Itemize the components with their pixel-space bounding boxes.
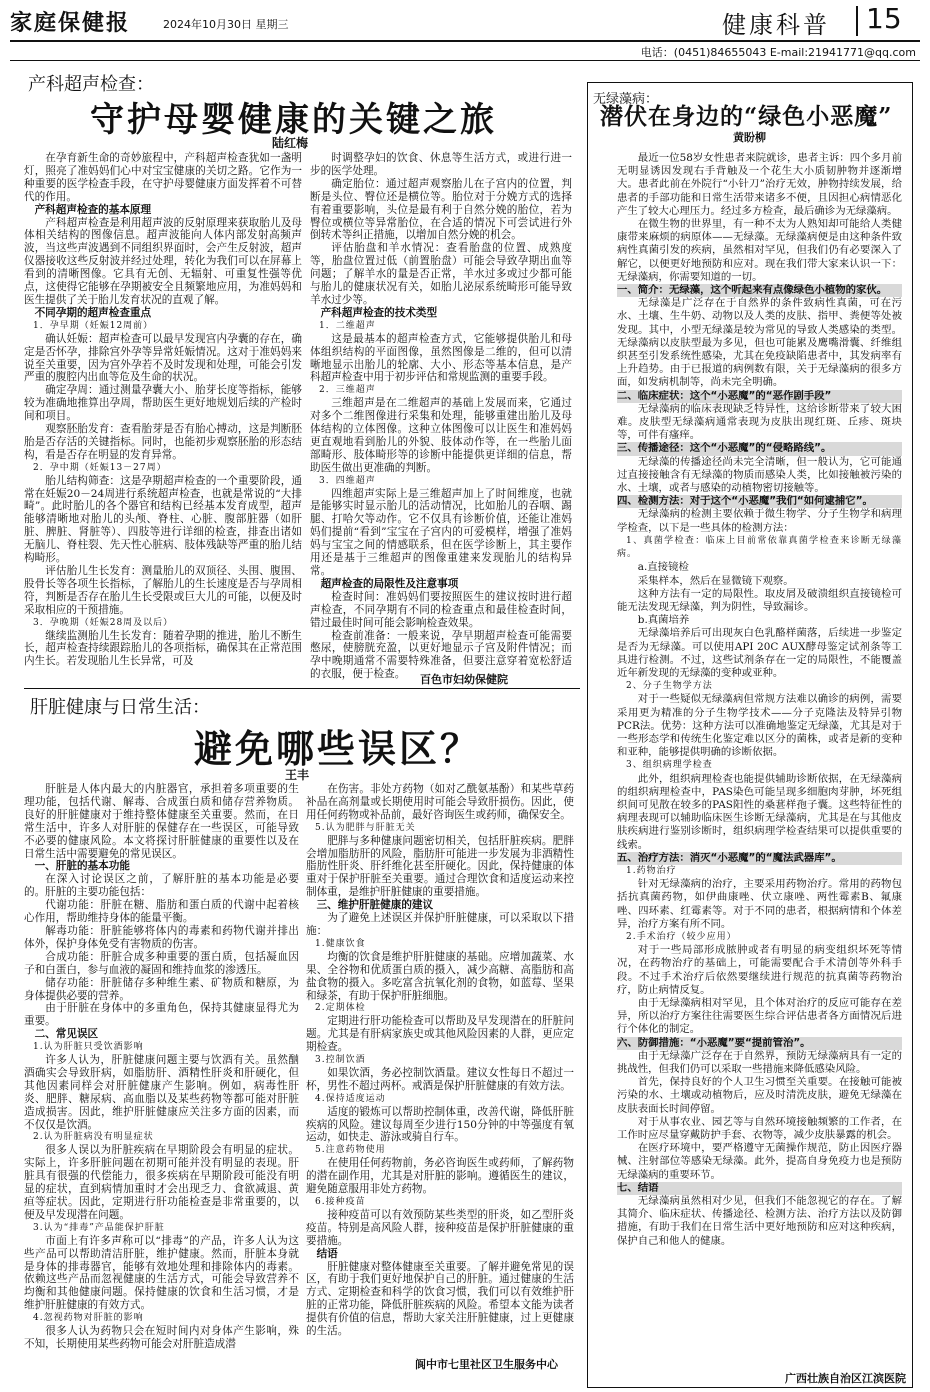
sub-heading: 3．四维超声 [319, 475, 376, 486]
article1-source: 百色市妇幼保健院 [420, 673, 508, 686]
article-separator [24, 688, 580, 689]
paragraph: 产科超声检查是利用超声波的反射原理来获取胎儿及母体相关结构的图像信息。超声波能向人体内部发射高频声波，当这些声波遇到不同组织界面时，会产生反射波，超声仪器接收这些反射波并经过处理，转化为我们可以在屏幕上看到的清晰图像。它具有无创、无辐射、可重复性强等优点，这使得它能够在孕期被安全且频繁地应用，为准妈妈和医生提供了关于胎儿发育状况的直观了解。 [24, 216, 302, 306]
sub-heading: 1．孕早期（妊娠12周前） [33, 320, 154, 331]
sub-heading: 2.手术治疗（较少应用） [626, 931, 737, 942]
article2-title: 避免哪些误区？ [194, 726, 482, 771]
paragraph: 在伤害。非处方药物（如对乙酰氨基酚）和某些草药补品在高剂量或长期使用时可能会导致肝损伤。因此，使用任何药物或补品前，最好咨询医生或药师，确保安全。 [306, 783, 574, 821]
section-heading: 结语 [316, 1247, 338, 1260]
article2-kicker: 肝脏健康与日常生活： [30, 697, 210, 718]
paragraph: 合成功能：肝脏合成多种重要的蛋白质，包括凝血因子和白蛋白，参与血液的凝固和维持血浆的渗透压。 [24, 950, 299, 976]
paragraph: 最近一位58岁女性患者来院就诊，患者主诉：四个多月前无明显诱因发现右手背触及一个花生大小质韧肿物并逐渐增大。患者此前在外院行“小针刀”治疗无效，肿物持续发展，给患者的手部功能和日常生活带来诸多不便，且因担心病情恶化产生了较大心理压力。经过多方检查，最后确诊为无绿藻病。 [617, 152, 902, 217]
paragraph: 无绿藻病的临床表现缺乏特异性，这给诊断带来了较大困难。皮肤型无绿藻病通常表现为皮肤出现红斑、丘疹、斑块等，可伴有瘙痒。 [617, 402, 902, 442]
article1-author: 陆红梅 [272, 136, 309, 150]
article3-kicker: 无绿藻病： [593, 92, 659, 107]
section-heading: 一、肝脏的基本功能 [34, 860, 130, 873]
section-heading: 不同孕期的超声检查重点 [34, 306, 152, 319]
sub-heading: 2.定期体检 [315, 1003, 366, 1014]
sub-heading: 2、分子生物学方法 [626, 681, 713, 692]
article3-author: 黄盼柳 [733, 131, 766, 144]
article2-source: 阆中市七里社区卫生服务中心 [415, 1358, 558, 1371]
paragraph: 这是最基本的超声检查方式，它能够提供胎儿和母体组织结构的平面图像，虽然图像是二维的，但可以清晰地显示出胎儿的轮廓、大小、形态等基本信息，是产科超声检查中用于初步评估和常规监测的重要手段。 [310, 332, 572, 384]
masthead-rule [10, 40, 920, 42]
sub-heading: 3、组织病理学检查 [626, 760, 713, 771]
section-heading: 四、检测方法：对于这个“小恶魔”我们“如何逮捕它”。 [617, 495, 902, 508]
article3-body [617, 152, 902, 1364]
paragraph: 观察胚胎发育：查看胎芽是否有胎心搏动，这是判断胚胎是否存活的关键指标。同时，也能初步观察胚胎的形态结构，看是否存在明显的发育异常。 [24, 423, 302, 461]
paragraph: b.真菌培养 [637, 614, 690, 627]
sub-heading: 5.注意药物使用 [315, 1145, 386, 1156]
paragraph: 评估胎儿生长发育：测量胎儿的双顶径、头围、腹围、股骨长等各项生长指标，了解胎儿的生长速度是否与孕周相符，判断是否存在胎儿生长受限或巨大儿的可能，以便及时采取相应的干预措施。 [24, 565, 302, 616]
section-heading: 五、治疗方法：消灭“小恶魔”的“魔法武器库”。 [617, 852, 902, 865]
article2-column-2 [306, 783, 574, 1353]
section-heading: 产科超声检查的基本原理 [34, 203, 152, 216]
sub-heading: 3．孕晚期（妊娠28周及以后） [33, 617, 174, 628]
section-heading: 七、结语 [617, 1182, 902, 1195]
paragraph: 储存功能：肝脏储存多种维生素、矿物质和糖原，为身体提供必要的营养。 [24, 976, 299, 1002]
sub-heading: 4.忽视药物对肝脏的影响 [33, 1313, 144, 1324]
paragraph: 确定胎位：通过超声观察胎儿在子宫内的位置，判断是头位、臀位还是横位等。胎位对于分娩方式的选择有着重要影响，头位是最有利于自然分娩的胎位，若为臀位或横位等异常胎位，在合适的情况下可尝试进行外倒转术等纠正措施，以增加自然分娩的机会。 [310, 177, 572, 242]
article3-title: 潜伏在身边的“绿色小恶魔” [600, 103, 893, 130]
paragraph: 由于肝脏在身体中的多重角色，保持其健康显得尤为重要。 [24, 1002, 299, 1028]
article1-title: 守护母婴健康的关键之旅 [90, 100, 497, 140]
paragraph: 检查时间：准妈妈们要按照医生的建议按时进行超声检查，不同孕期有不同的检查重点和最佳检查时间，错过最佳时间可能会影响检查效果。 [310, 590, 572, 629]
sub-heading: 6.接种疫苗 [315, 1197, 366, 1207]
sub-heading: 1.药物治疗 [626, 865, 677, 876]
paragraph: 解毒功能：肝脏能够将体内的毒素和药物代谢并排出体外，保护身体免受有害物质的伤害。 [24, 924, 299, 950]
section-heading: 一、简介：无绿藻，这个听起来有点像绿色小植物的家伙。 [617, 284, 902, 297]
sub-heading: 1、真菌学检查：临床上目前常依靠真菌学检查来诊断无绿藻病。 [617, 535, 902, 560]
section-heading: 三、维护肝脏健康的建议 [316, 899, 434, 912]
paragraph: 定期进行肝功能检查可以帮助及早发现潜在的肝脏问题。尤其是有肝病家族史或其他风险因素的人群，更应定期检查。 [306, 1015, 574, 1054]
paragraph: 首先，保持良好的个人卫生习惯至关重要。在接触可能被污染的水、土壤或动植物后，应及时清洗皮肤，避免无绿藻在皮肤表面长时间停留。 [617, 1076, 902, 1115]
paragraph: 代谢功能：肝脏在糖、脂肪和蛋白质的代谢中起着核心作用，帮助维持身体的能量平衡。 [24, 899, 299, 925]
sub-heading: 1.健康饮食 [315, 938, 366, 949]
paragraph: 肝脏健康对整体健康至关重要。了解并避免常见的误区，有助于我们更好地保护自己的肝脏。通过健康的生活方式、定期检查和科学的饮食习惯，我们可以有效维护肝脏的正常功能，降低肝脏疾病的风险。希望本文能为读者提供有价值的信息，帮助大家关注肝脏健康，过上更健康的生活。 [306, 1260, 574, 1338]
paragraph: 针对无绿藻病的治疗，主要采用药物治疗。常用的药物包括抗真菌药物，如伊曲康唑、伏立康唑、两性霉素B、氟康唑、四环素、红霉素等。对于不同的患者，根据病情和个体差异，治疗方案有所不同。 [617, 878, 902, 930]
paragraph: 由于无绿藻广泛存在于自然界，预防无绿藻病具有一定的挑战性，但我们仍可以采取一些措施来降低感染风险。 [617, 1049, 902, 1076]
section-name: 健康科普 [722, 11, 830, 39]
section-heading: 六、防御措施：“小恶魔”要“提前管治”。 [617, 1037, 902, 1050]
paragraph: 无绿藻是广泛存在于自然界的条件致病性真菌，可在污水、土壤、生牛奶、动物以及人类的皮肤、指甲、粪便等处被发现。其中，小型无绿藻是较为常见的导致人类感染的类型。无绿藻病以皮肤型最为多见，但也可能累及鹰嘴滑囊、纤维组织甚至引发系统性感染，尤其在免疫缺陷患者中，其发病率有上升趋势。由于已报道的病例数有限，关于无绿藻病的很多方面，如发病机制等，尚未完全明确。 [617, 297, 902, 389]
paragraph: 无绿藻病的检测主要依赖于微生物学、分子生物学和病理学检查，以下是一些具体的检测方法： [617, 508, 902, 534]
paragraph: 在孕育新生命的奇妙旅程中，产科超声检查犹如一盏明灯，照亮了准妈妈们心中对宝宝健康的关切之路。它作为一种重要的医学检查手段，在守护母婴健康方面发挥着不可替代的作用。 [24, 152, 302, 203]
paragraph: 四维超声实际上是三维超声加上了时间维度，也就是能够实时显示胎儿的活动情况，比如胎儿的吞咽、踢腿、打哈欠等动作。它不仅具有诊断价值，还能让准妈妈们提前“看到”宝宝在子宫内的可爱模样，增强了准妈妈与宝宝之间的情感联系，但在医学诊断上，其主要作用还是基于三维超声的图像重建来发现胎儿的结构异常。 [310, 487, 572, 577]
paragraph: 确认妊娠：超声检查可以最早发现宫内孕囊的存在，确定是否怀孕，排除宫外孕等异常妊娠情况。这对于准妈妈来说至关重要，因为宫外孕若不及时发现和处理，可能会引发严重的腹腔内出血等危及生命的状况。 [24, 332, 302, 384]
sub-heading: 2．孕中期（妊娠13－27周） [33, 462, 167, 473]
paragraph: 很多人误以为肝脏疾病在早期阶段会有明显的症状。实际上，许多肝脏问题在初期可能并没有明显的表现。肝脏具有很强的代偿能力，很多疾病在早期阶段可能没有明显的症状，直到病情加重时才会出现乏力、食欲减退、黄疸等症状。因此，定期进行肝功能检查是非常重要的，以便及早发现潜在问题。 [24, 1144, 299, 1221]
paragraph: 为了避免上述误区并保护肝脏健康，可以采取以下措施： [306, 912, 574, 937]
paragraph: 适度的锻炼可以帮助控制体重，改善代谢，降低肝脏疾病的风险。建议每周至少进行150分钟的中等强度有氧运动，如快走、游泳或骑自行车。 [306, 1105, 574, 1144]
paragraph: 在使用任何药物前，务必咨询医生或药师，了解药物的潜在副作用，尤其是对肝脏的影响。遵循医生的建议，避免随意服用非处方药物。 [306, 1157, 574, 1196]
paragraph: 如果饮酒，务必控制饮酒量。建议女性每日不超过一杯，男性不超过两杯。戒酒是保护肝脏健康的有效方法。 [306, 1066, 574, 1092]
paragraph: 三维超声是在二维超声的基础上发展而来，它通过对多个二维图像进行采集和处理，能够重建出胎儿及母体结构的立体图像。这种立体图像可以让医生和准妈妈更直观地看到胎儿的外貌、肢体动作等，在一些胎儿面部畸形、肢体畸形等的诊断中能提供更详细的信息，帮助医生做出更准确的判断。 [310, 397, 572, 474]
article2-author: 王丰 [285, 768, 310, 782]
section-heading: 三、传播途径：这个“小恶魔”的“侵略路线”。 [617, 442, 902, 455]
paragraph: 无绿藻病虽然相对少见，但我们不能忽视它的存在。了解其简介、临床症状、传播途径、检测方法、治疗方法以及防御措施，有助于我们在日常生活中更好地预防和应对这种疾病，保护自己和他人的健康。 [617, 1195, 902, 1247]
paragraph: 此外，组织病理检查也能提供辅助诊断依据，在无绿藻病的组织病理检查中，PAS染色可能呈现多细胞肉芽肿，坏死组织间可见散在较多的PAS阳性的桑葚样孢子囊。这些特征性的病理表现可以辅助临床医生诊断无绿藻病，尤其是在与其他皮肤疾病进行鉴别诊断时，组织病理学检查结果可以提供重要的线索。 [617, 772, 902, 851]
paragraph: 这种方法有一定的局限性。取皮屑及破溃组织直接镜检可能无法发现无绿藻，判为阴性，导致漏诊。 [617, 587, 902, 613]
paragraph: 确定孕周：通过测量孕囊大小、胎芽长度等指标，能够较为准确地推算出孕周，帮助医生更好地规划后续的产检时间和项目。 [24, 384, 302, 423]
sub-heading: 4.保持适度运动 [315, 1093, 386, 1104]
article3-source: 广西壮族自治区江滨医院 [785, 1372, 906, 1385]
paragraph: 在医疗环境中，要严格遵守无菌操作规范，防止因医疗器械、注射部位等感染无绿藻。此外，提高自身免疫力也是预防无绿藻病的重要环节。 [617, 1142, 902, 1181]
page-number: 15 [866, 2, 902, 35]
paragraph: 在深入讨论误区之前，了解肝脏的基本功能是必要的。肝脏的主要功能包括： [24, 873, 299, 899]
paragraph: 均衡的饮食是维护肝脏健康的基础。应增加蔬菜、水果、全谷物和优质蛋白质的摄入，减少高糖、高脂肪和高盐食物的摄入。多吃富含抗氧化剂的食物，如蓝莓、坚果和绿茶，有助于保护肝脏细胞。 [306, 950, 574, 1002]
paragraph: 无绿藻的传播途径尚未完全清晰，但一般认为，它可能通过直接接触含有无绿藻的物质而感染人类，比如接触被污染的水、土壤，或者与感染的动植物密切接触等。 [617, 455, 902, 495]
masthead-divider [856, 6, 858, 36]
sub-heading: 2．三维超声 [319, 385, 376, 396]
paragraph: 接种疫苗可以有效预防某些类型的肝炎，如乙型肝炎疫苗。特别是高风险人群，接种疫苗是保护肝脏健康的重要措施。 [306, 1208, 574, 1247]
sub-heading: 3.认为“排毒”产品能保护肝脏 [33, 1222, 165, 1233]
paragraph: 对于一些局部形成脓肿或者有明显的病变组织坏死等情况，在药物治疗的基础上，可能需要配合手术清创等外科手段。不过手术治疗后依然要继续进行规范的抗真菌等药物治疗，防止病情反复。 [617, 944, 902, 996]
paragraph: a.直接镜检 [637, 561, 689, 574]
sub-heading: 5.认为肥胖与肝脏无关 [315, 822, 416, 833]
sub-heading: 3.控制饮酒 [315, 1055, 366, 1066]
paragraph: 采集样本，然后在显微镜下观察。 [637, 574, 794, 587]
sub-heading: 1.认为肝脏只受饮酒影响 [33, 1042, 144, 1053]
article1-kicker: 产科超声检查： [28, 74, 154, 95]
paragraph: 由于无绿藻病相对罕见，且个体对治疗的反应可能存在差异，所以治疗方案往往需要医生综合评估患者各方面情况后进行个体化的制定。 [617, 997, 902, 1036]
paragraph: 对于从事农业、园艺等与自然环境接触频繁的工作者，在工作时应尽量穿戴防护手套、衣物等，减少皮肤暴露的机会。 [617, 1115, 902, 1142]
paragraph: 评估胎盘和羊水情况：查看胎盘的位置、成熟度等，胎盘位置过低（前置胎盘）可能会导致孕期出血等问题；了解羊水的量是否正常，羊水过多或过少都可能与胎儿的健康状况有关，如胎儿泌尿系统畸形可能导致羊水过少等。 [310, 242, 572, 306]
sub-heading: 2.认为肝脏病没有明显症状 [33, 1132, 154, 1143]
paragraph: 胎儿结构筛查：这是孕期超声检查的一个重要阶段，通常在妊娠20－24周进行系统超声检查，也就是常说的“大排畸”。此时胎儿的各个器官和结构已经基本发育成型，超声能够清晰地对胎儿的头颅、脊柱、心脏、腹部脏器（如肝脏、脾脏、肾脏等）、四肢等进行详细的检查，排查出诸如无脑儿、脊柱裂、先天性心脏病、肢体残缺等严重的胎儿结构畸形。 [24, 474, 302, 565]
section-heading: 产科超声检查的技术类型 [320, 306, 438, 319]
paragraph: 很多人认为药物只会在短时间内对身体产生影响，殊不知，长期使用某些药物可能会对肝脏造成潜 [24, 1325, 299, 1350]
paragraph: 肥胖与多种健康问题密切相关，包括肝脏疾病。肥胖会增加脂肪肝的风险，脂肪肝可能进一步发展为非酒精性脂肪性肝炎、肝纤维化甚至肝硬化。因此，保持健康的体重对于保护肝脏至关重要。通过合理饮食和适度运动来控制体重，是维护肝脏健康的重要措施。 [306, 834, 574, 899]
section-heading: 二、常见误区 [34, 1028, 99, 1041]
paragraph: 许多人认为，肝脏健康问题主要与饮酒有关。虽然酗酒确实会导致肝病，如脂肪肝、酒精性肝炎和肝硬化，但其他因素同样会对肝脏健康产生影响。例如，病毒性肝炎、肥胖、糖尿病、高血脂以及某些药物等都可能对肝脏造成损害。因此，维护肝脏健康应关注多方面的因素，而不仅仅是饮酒。 [24, 1054, 299, 1131]
sub-heading: 1．二维超声 [319, 320, 376, 331]
section-heading: 超声检查的局限性及注意事项 [320, 577, 459, 590]
paragraph: 无绿藻培养后可出现灰白色乳酪样菌落，后续进一步鉴定是否为无绿藻。可以使用API 20C AUX酵母鉴定试剂条等工具进行检测。不过，这些试剂条存在一定的局限性，不能覆盖近年新发现的无绿藻的变种或亚种。 [617, 627, 902, 679]
paragraph: 继续监测胎儿生长发育：随着孕期的推进，胎儿不断生长，超声检查持续跟踪胎儿的各项指标，确保其在正常范围内生长。若发现胎儿生长异常，可及 [24, 629, 302, 668]
article2-column-1 [24, 783, 299, 1368]
issue-date: 2024年10月30日 星期三 [163, 18, 289, 31]
paper-name: 家庭保健报 [10, 10, 131, 36]
paragraph: 肝脏是人体内最大的内脏器官，承担着多项重要的生理功能，包括代谢、解毒、合成蛋白质和储存营养物质。良好的肝脏健康对于维持整体健康至关重要。然而，在日常生活中，许多人对肝脏的保健存在一些误区，可能导致不必要的健康风险。本文将探讨肝脏健康的重要性以及在日常生活中需要避免的常见误区。 [24, 783, 299, 860]
paragraph: 时调整孕妇的饮食、休息等生活方式，或进行进一步的医学处理。 [310, 152, 572, 177]
paragraph: 检查前准备：一般来说，孕早期超声检查可能需要憋尿，使膀胱充盈，以更好地显示子宫及附件情况；而孕中晚期通常不需要特殊准备，但要注意穿着宽松舒适的衣服，便于检查。 [310, 629, 572, 681]
article1-column-1 [24, 152, 302, 668]
paragraph: 在微生物的世界里，有一种不太为人熟知却可能给人类健康带来麻烦的病原体——无绿藻。无绿藻病便是由这种条件致病性真菌引发的疾病，虽然相对罕见，但我们仍有必要深入了解它，以便更好地预防和应对。现在我们带大家来认识一下：无绿藻病，你需要知道的一切。 [617, 218, 902, 283]
contact-info: 电话：(0451)84655043 E-mail:21941771@qq.com [640, 46, 916, 59]
paragraph: 对于一些疑似无绿藻病但常规方法难以确诊的病例，需要采用更为精准的分子生物学技术——分子克隆法及特异引物PCR法。优势：这种方法可以准确地鉴定无绿藻，尤其是对于一些形态学和传统生化鉴定难以区分的菌株，或者是新的变种和亚种，能够提供明确的诊断依据。 [617, 693, 902, 759]
section-heading: 二、临床症状：这个“小恶魔”的“恶作剧手段” [617, 390, 902, 403]
paragraph: 市面上有许多声称可以“排毒”的产品，许多人认为这些产品可以帮助清洁肝脏，维护健康。然而，肝脏本身就是身体的排毒器官，能够有效地处理和排除体内的毒素。依赖这些产品而忽视健康的生活方式，可能会导致营养不均衡和其他健康问题。保持健康的饮食和生活习惯，才是维护肝脏健康的有效方式。 [24, 1234, 299, 1312]
contact-rule [10, 60, 920, 61]
